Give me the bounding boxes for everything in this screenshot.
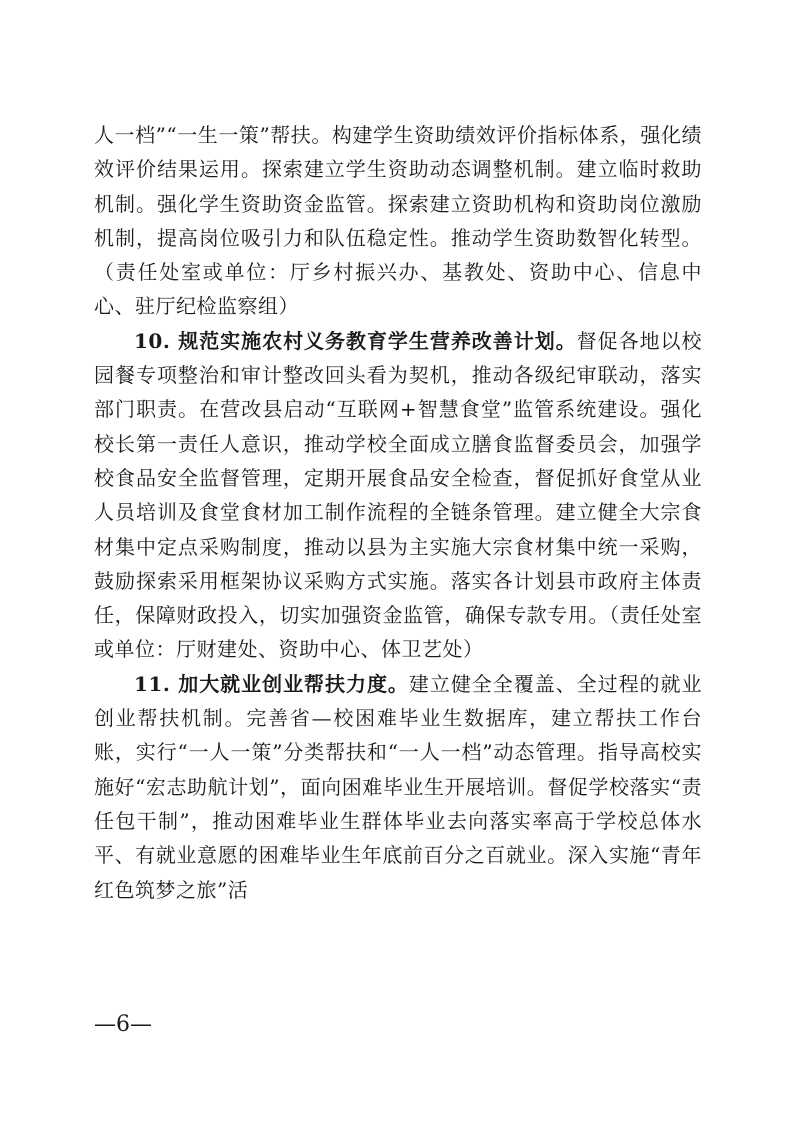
document-body (94, 118, 702, 907)
paragraph-text: 建立健全全覆盖、全过程的就业创业帮扶机制。完善省—校困难毕业生数据库，建立帮扶工作台账，实行“一人一策”分类帮扶和“一人一档”动态管理。指导高校实施好“宏志助航计划”，面向困难毕业生开展培训。督促学校落实“责任包干制”，推动困难毕业生群体毕业去向落实率高于学校总体水平、有就业意愿的困难毕业生年底前百分之百就业。深入实施“青年红色筑梦之旅”活 (94, 671, 702, 902)
paragraph-continuation (94, 118, 702, 324)
paragraph-item-11 (94, 667, 702, 907)
page-number: —6— (94, 1012, 152, 1037)
paragraph-heading: 11. 加大就业创业帮扶力度。 (134, 671, 409, 696)
paragraph-item-10 (94, 324, 702, 667)
paragraph-heading: 10. 规范实施农村义务教育学生营养改善计划。 (134, 328, 577, 353)
paragraph-text: 人一档”“一生一策”帮扶。构建学生资助绩效评价指标体系，强化绩效评价结果运用。探索建立学生资助动态调整机制。建立临时救助机制。强化学生资助资金监管。探索建立资助机构和资助岗位激励机制，提高岗位吸引力和队伍稳定性。推动学生资助数智化转型。（责任处室或单位：厅乡村振兴办、基教处、资助中心、信息中心、驻厅纪检监察组） (94, 123, 702, 319)
paragraph-text: 督促各地以校园餐专项整治和审计整改回头看为契机，推动各级纪审联动，落实部门职责。在营改县启动“互联网+智慧食堂”监管系统建设。强化校长第一责任人意识，推动学校全面成立膳食监督委员会，加强学校食品安全监督管理，定期开展食品安全检查，督促抓好食堂从业人员培训及食堂食材加工制作流程的全链条管理。建立健全大宗食材集中定点采购制度，推动以县为主实施大宗食材集中统一采购，鼓励探索采用框架协议采购方式实施。落实各计划县市政府主体责任，保障财政投入，切实加强资金监管，确保专款专用。（责任处室或单位：厅财建处、资助中心、体卫艺处） (94, 328, 703, 662)
